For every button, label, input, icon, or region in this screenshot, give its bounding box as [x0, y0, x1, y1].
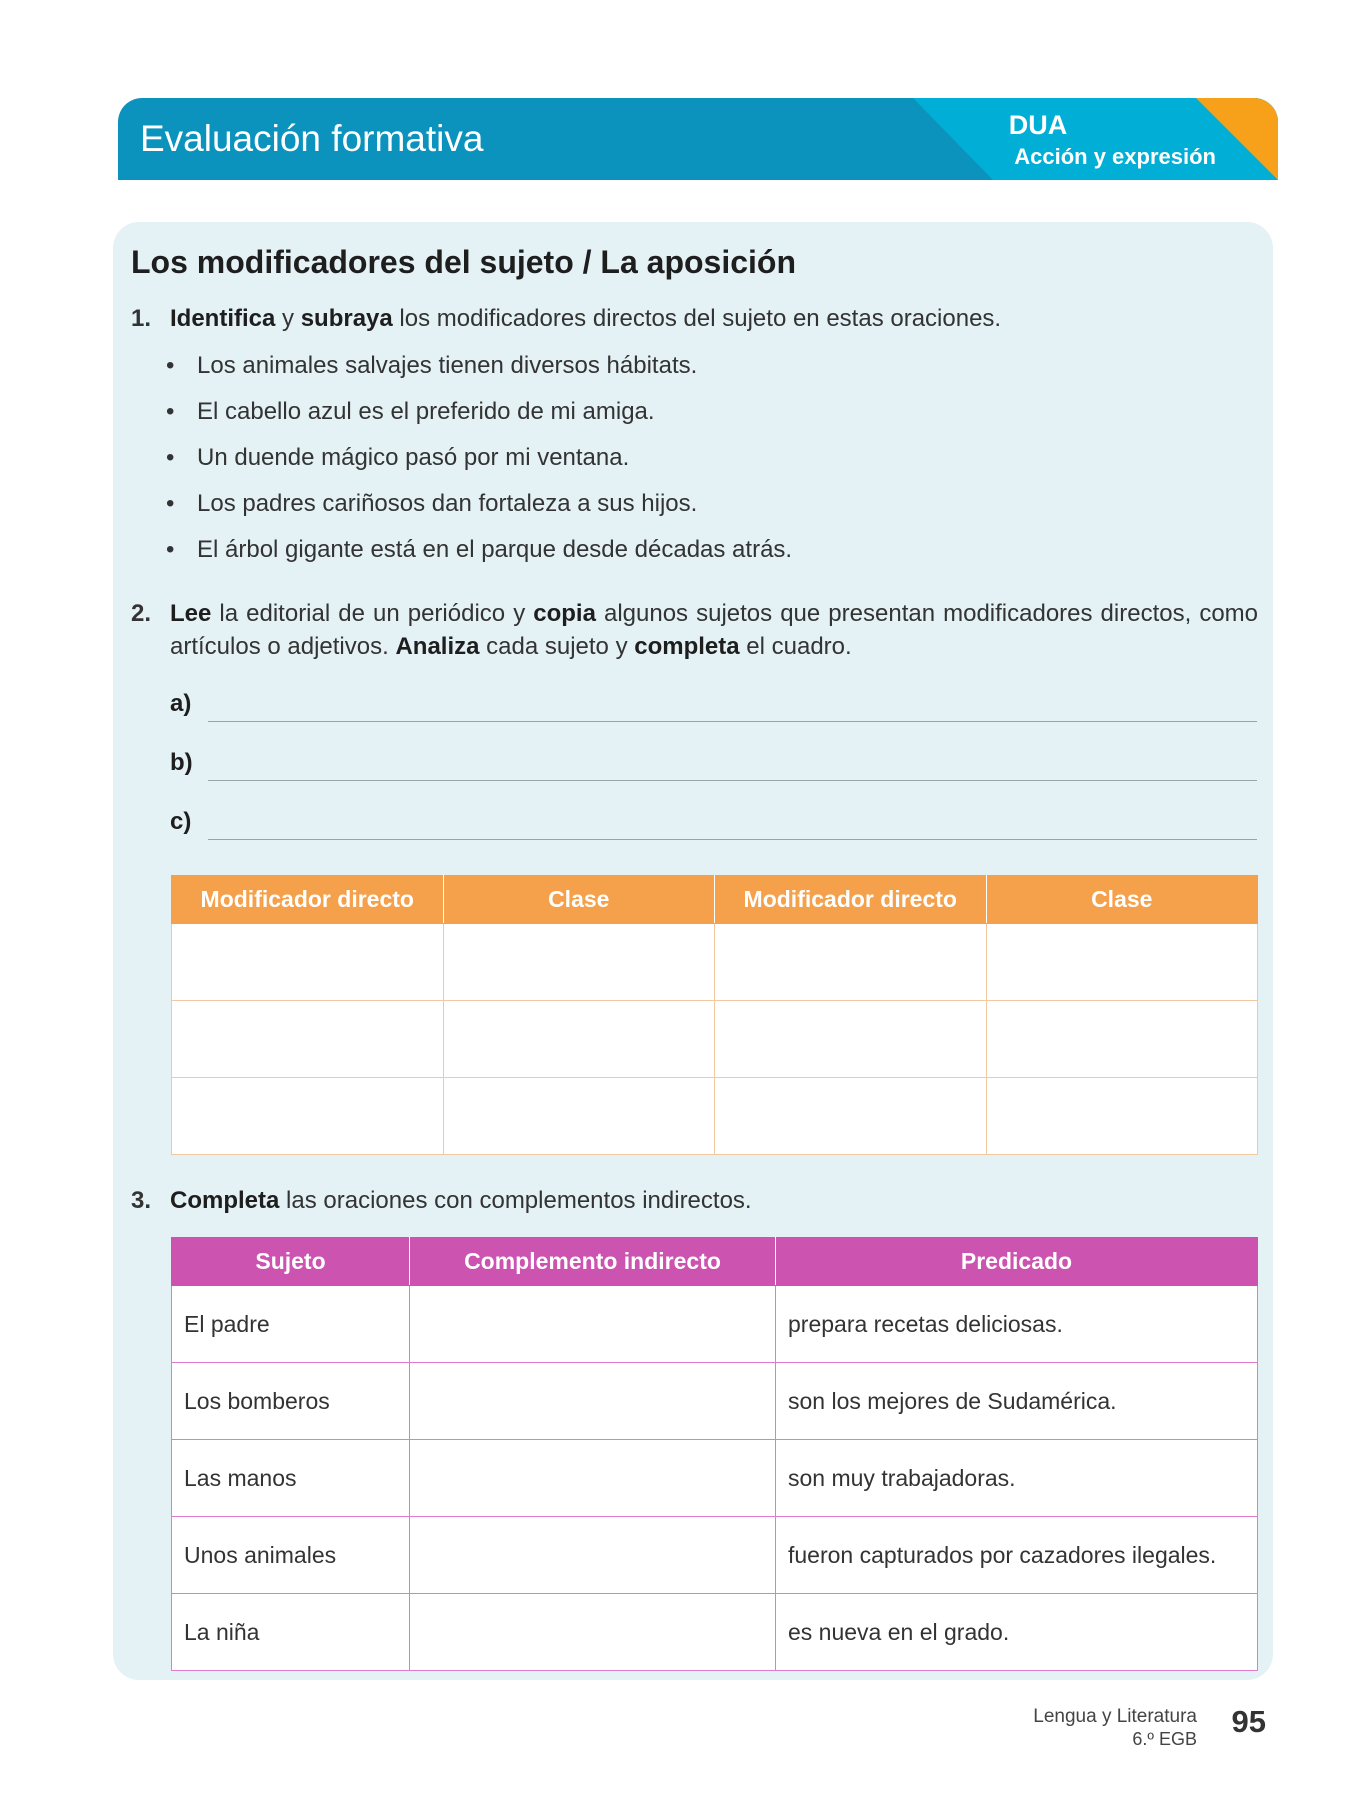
write-line[interactable] — [208, 839, 1257, 840]
predicado-cell: prepara recetas deliciosas. — [776, 1286, 1258, 1363]
instruction-text: y — [275, 305, 301, 332]
write-line[interactable] — [208, 721, 1257, 722]
instruction-verb: Analiza — [395, 633, 480, 660]
instruction-text: el cuadro. — [739, 633, 852, 660]
answer-label: c) — [170, 808, 192, 835]
instruction-verb: Lee — [170, 600, 212, 627]
answer-label: b) — [170, 749, 193, 776]
table-cell[interactable] — [986, 924, 1258, 1001]
modifier-table — [171, 875, 1258, 1155]
list-item[interactable]: • El cabello azul es el preferido de mi amiga. — [166, 396, 792, 442]
predicado-cell: son los mejores de Sudamérica. — [776, 1363, 1258, 1440]
answer-cell[interactable] — [410, 1517, 776, 1594]
instruction-text: la editorial de un periódico y — [211, 600, 534, 627]
q1-sentence-list — [166, 350, 792, 580]
table-cell[interactable] — [172, 1001, 444, 1078]
column-header: Sujeto — [172, 1238, 410, 1286]
instruction-text: las oraciones con complementos indirectos. — [279, 1187, 752, 1214]
indirect-complement-table — [171, 1237, 1258, 1671]
list-item[interactable]: • Los animales salvajes tienen diversos hábitats. — [166, 350, 792, 396]
footer-subject: Lengua y Literatura — [1033, 1706, 1197, 1727]
page-number: 95 — [1231, 1704, 1266, 1739]
sujeto-cell: Los bomberos — [172, 1363, 410, 1440]
instruction-text: cada sujeto y — [479, 633, 635, 660]
instruction-verb: Identifica — [170, 305, 276, 332]
table-row — [172, 1078, 1258, 1155]
footer-grade: 6.º EGB — [1132, 1729, 1197, 1749]
column-header: Modificador directo — [715, 876, 987, 924]
answer-label: a) — [170, 690, 192, 717]
answer-cell[interactable] — [410, 1286, 776, 1363]
answer-cell[interactable] — [410, 1594, 776, 1671]
answer-cell[interactable] — [410, 1440, 776, 1517]
table-cell[interactable] — [443, 1001, 715, 1078]
instruction-text: los modificadores directos del sujeto en estas oraciones. — [392, 305, 1002, 332]
instruction-verb: copia — [533, 600, 596, 627]
table-header-row — [172, 876, 1258, 924]
table-row — [172, 1594, 1258, 1671]
predicado-cell: son muy trabajadoras. — [776, 1440, 1258, 1517]
column-header: Clase — [986, 876, 1258, 924]
table-cell[interactable] — [172, 924, 444, 1001]
table-row — [172, 1440, 1258, 1517]
table-row — [172, 1001, 1258, 1078]
table-header-row — [172, 1238, 1258, 1286]
table-row — [172, 1363, 1258, 1440]
table-row — [172, 1286, 1258, 1363]
table-cell[interactable] — [986, 1078, 1258, 1155]
question-number: 3. — [131, 1187, 152, 1214]
table-row — [172, 924, 1258, 1001]
table-cell[interactable] — [986, 1001, 1258, 1078]
header-banner — [118, 98, 1278, 180]
answer-line-c[interactable] — [170, 804, 1257, 844]
sujeto-cell: Unos animales — [172, 1517, 410, 1594]
page-title: Evaluación formativa — [140, 118, 484, 159]
table-cell[interactable] — [715, 1001, 987, 1078]
list-item[interactable]: • Los padres cariñosos dan fortaleza a sus hijos. — [166, 488, 792, 534]
answer-line-b[interactable] — [170, 745, 1257, 785]
table-cell[interactable] — [715, 1078, 987, 1155]
table-row — [172, 1517, 1258, 1594]
column-header: Modificador directo — [172, 876, 444, 924]
instruction-verb: completa — [634, 633, 740, 660]
answer-cell[interactable] — [410, 1363, 776, 1440]
column-header: Clase — [443, 876, 715, 924]
column-header: Predicado — [776, 1238, 1258, 1286]
list-item[interactable]: • Un duende mágico pasó por mi ventana. — [166, 442, 792, 488]
write-line[interactable] — [208, 780, 1257, 781]
table-cell[interactable] — [715, 924, 987, 1001]
question-number: 1. — [131, 305, 152, 332]
instruction-verb: subraya — [300, 305, 393, 332]
list-item[interactable]: • El árbol gigante está en el parque desde décadas atrás. — [166, 534, 792, 580]
sujeto-cell: El padre — [172, 1286, 410, 1363]
question-2 — [131, 597, 1261, 667]
section-title: Los modificadores del sujeto / La aposición — [131, 244, 797, 280]
table-cell[interactable] — [443, 1078, 715, 1155]
answer-line-a[interactable] — [170, 686, 1257, 726]
instruction-verb: Completa — [170, 1187, 280, 1214]
dua-badge-title: DUA — [1008, 110, 1068, 140]
column-header: Complemento indirecto — [410, 1238, 776, 1286]
sujeto-cell: Las manos — [172, 1440, 410, 1517]
table-cell[interactable] — [172, 1078, 444, 1155]
table-cell[interactable] — [443, 924, 715, 1001]
predicado-cell: es nueva en el grado. — [776, 1594, 1258, 1671]
dua-badge-subtitle: Acción y expresión — [1014, 144, 1216, 169]
sujeto-cell: La niña — [172, 1594, 410, 1671]
predicado-cell: fueron capturados por cazadores ilegales. — [776, 1517, 1258, 1594]
question-number: 2. — [131, 600, 152, 627]
instruction-text: algunos sujetos que presentan modificadores directos, como artículos o adjetivos. — [170, 600, 1259, 660]
